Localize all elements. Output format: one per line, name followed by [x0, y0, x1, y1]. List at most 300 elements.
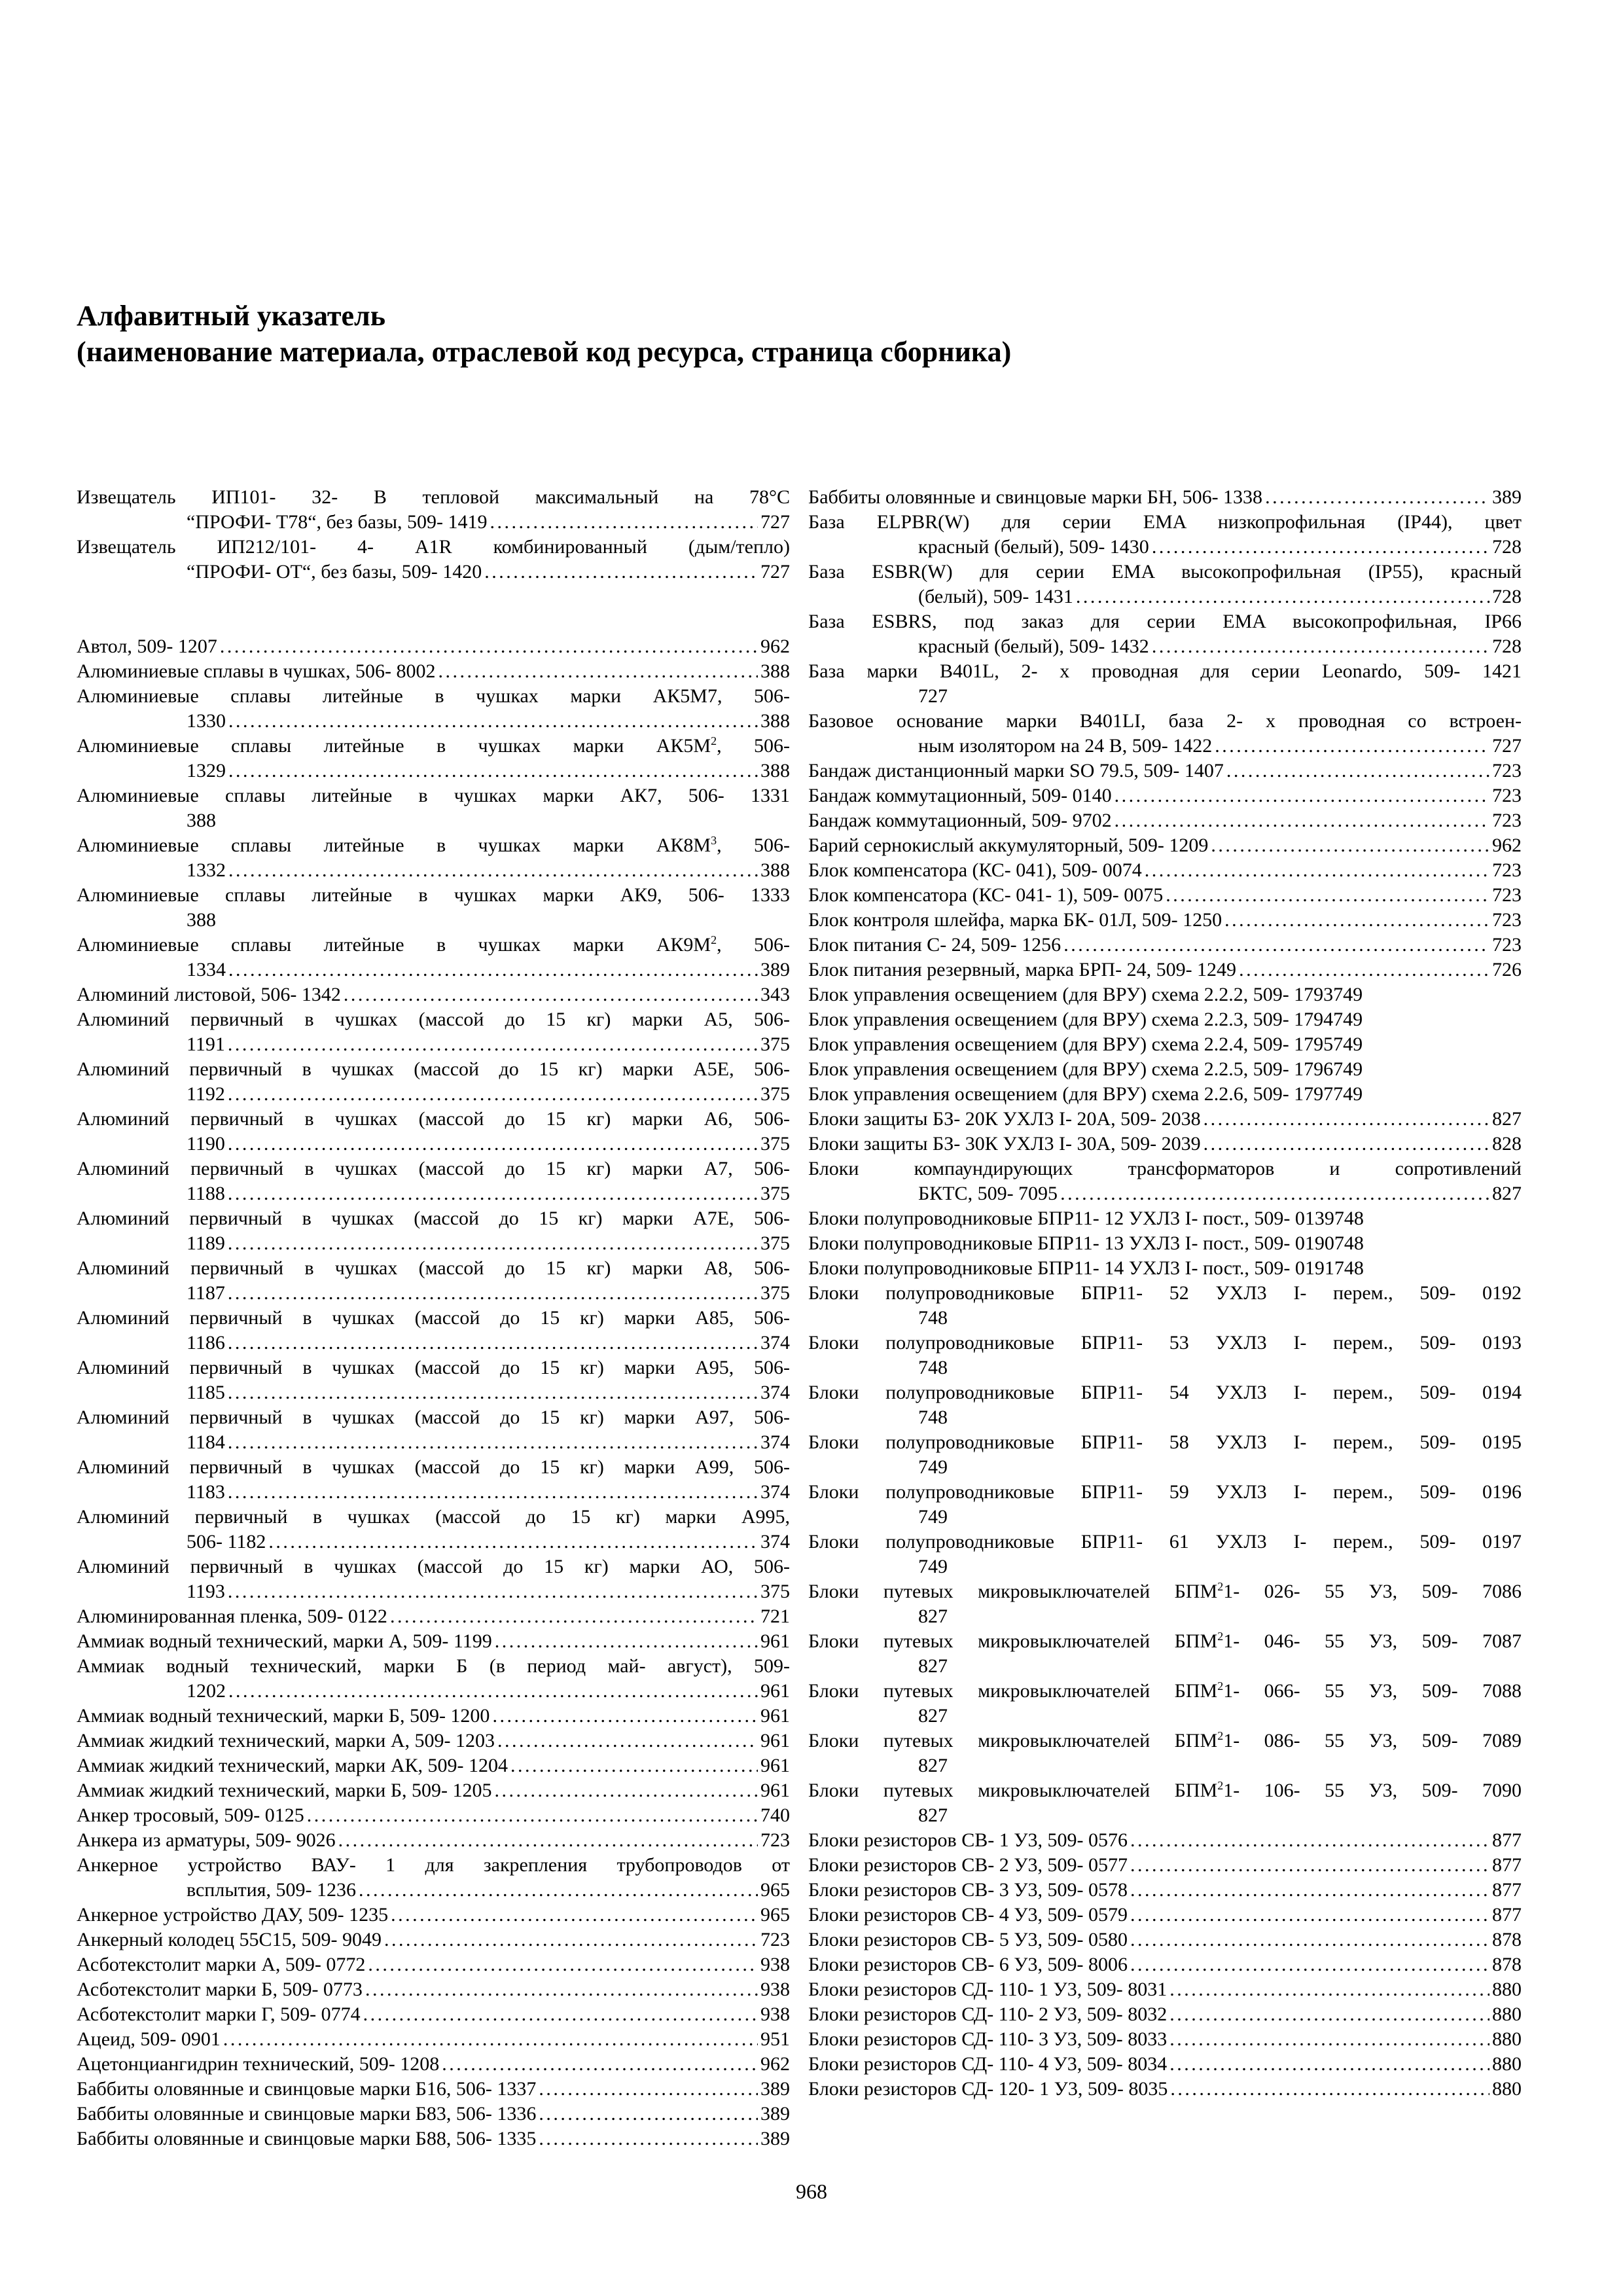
dot-leader — [539, 2077, 758, 2102]
index-entry — [77, 1952, 790, 1977]
dot-leader — [1211, 833, 1489, 858]
index-entry — [77, 2077, 790, 2102]
index-entry-text: Алюминий первичный в чушках (массой до 15 кг) марки А99, 506- — [77, 1456, 790, 1478]
index-entry-line — [77, 858, 790, 883]
index-entry-page: 723 — [1492, 760, 1522, 781]
index-entry-text: 1187 — [187, 1282, 225, 1304]
index-entry — [77, 1977, 790, 2002]
index-entry-line — [808, 1828, 1522, 1853]
index-entry-text: 1188 — [187, 1183, 225, 1204]
index-entry — [808, 1853, 1522, 1878]
index-entry — [808, 908, 1522, 933]
index-entry — [808, 1132, 1522, 1157]
index-entry — [808, 933, 1522, 958]
index-entry-page: 388 — [187, 909, 216, 931]
dot-leader — [228, 759, 758, 783]
dot-leader — [368, 1952, 758, 1977]
index-entry-line — [77, 1430, 790, 1455]
index-entry-page: 375 — [760, 1282, 790, 1304]
index-entry-line — [808, 1903, 1522, 1928]
index-entry-line — [77, 1480, 790, 1505]
dot-leader — [228, 1679, 758, 1704]
index-entry-page: 374 — [760, 1481, 790, 1503]
index-entry-page: 962 — [760, 2053, 790, 2075]
index-entry-text: Блоки резисторов СД- 120- 1 У3, 509- 8035 — [808, 2078, 1168, 2100]
index-entry — [77, 1729, 790, 1753]
index-entry-page: 374 — [760, 1531, 790, 1552]
index-entry-page: 389 — [760, 2128, 790, 2149]
index-entry-line — [77, 1778, 790, 1803]
index-entry-page: 388 — [760, 859, 790, 881]
dot-leader — [1226, 759, 1489, 783]
index-entry — [808, 1828, 1522, 1853]
index-entry-text: Алюминий первичный в чушках (массой до 15 кг) марки А97, 506- — [77, 1407, 790, 1428]
index-entry — [77, 2027, 790, 2052]
index-entry-text: 1184 — [187, 1431, 225, 1453]
index-entry-page: 723 — [1492, 884, 1522, 906]
index-entry-line — [77, 1604, 790, 1629]
index-entry-line — [808, 908, 1522, 933]
dot-leader — [1076, 584, 1489, 609]
index-entry-line — [808, 858, 1522, 883]
index-entry-page: 961 — [760, 1705, 790, 1727]
index-entry-text: Ацетонциангидрин технический, 509- 1208 — [77, 2053, 440, 2075]
index-entry-line — [808, 535, 1522, 560]
index-entry — [808, 883, 1522, 908]
index-entry — [808, 1281, 1522, 1331]
index-entry — [77, 1355, 790, 1405]
index-entry — [808, 1430, 1522, 1480]
index-entry-text: Анкерное устройство ВАУ- 1 для закрепления трубопроводов от — [77, 1854, 790, 1876]
index-entry-page: 727 — [1492, 735, 1522, 757]
index-entry-line — [808, 1853, 1522, 1878]
index-entry-text: 1192 — [187, 1083, 225, 1105]
index-entry-text: Блок питания резервный, марка БРП- 24, 509- 1249 — [808, 959, 1237, 980]
index-entry-page: 827 — [918, 1705, 948, 1727]
dot-leader — [338, 1828, 758, 1853]
index-entry-text: Блоки защиты БЗ- 30К УХЛ3 I- 30А, 509- 2039 — [808, 1133, 1201, 1155]
index-entry-page: 726 — [1492, 959, 1522, 980]
dot-leader — [1115, 783, 1489, 808]
index-entry-text: Блоки путевых микровыключателей БПМ$^2$1- 066- 55 У3, 509- 7088 — [808, 1679, 1522, 1702]
index-entry-text: 1189 — [187, 1232, 225, 1254]
index-entry — [808, 2052, 1522, 2077]
index-entry-text: Алюминиевые сплавы литейные в чушках марки АК5М7, 506- — [77, 685, 790, 707]
dot-leader — [510, 1753, 758, 1778]
index-entry — [808, 1256, 1522, 1281]
index-entry-line — [808, 1928, 1522, 1952]
index-entry — [808, 1057, 1522, 1082]
dot-leader — [223, 2027, 758, 2052]
index-entry-page: 938 — [760, 2003, 790, 2025]
index-entry-page: 961 — [760, 1630, 790, 1652]
index-entry-line — [77, 1082, 790, 1107]
index-entry-text: “ПРОФИ- ОТ“, без базы, 509- 1420 — [187, 561, 482, 583]
index-entry — [808, 958, 1522, 982]
index-entry-text: 1191 — [187, 1033, 225, 1055]
index-entry-page: 749 — [918, 1556, 948, 1577]
index-entry-text: Блоки полупроводниковые БПР11- 59 УХЛ3 I- перем., 509- 0196 — [808, 1481, 1522, 1503]
index-entry-text: Блок управления освещением (для ВРУ) схема 2.2.3, 509- 1794749 — [808, 1009, 1363, 1030]
index-entry-text: Алюминиевые сплавы литейные в чушках марки $АК8М^3$, 506- — [77, 834, 790, 856]
index-entry-text: Блоки путевых микровыключателей БПМ$^2$1- 106- 55 У3, 509- 7090 — [808, 1779, 1522, 1801]
index-entry — [77, 1206, 790, 1256]
index-entry-text: Алюминий первичный в чушках (массой до 15 кг) марки А85, 506- — [77, 1307, 790, 1329]
index-entry — [77, 1828, 790, 1853]
index-entry-text: Блоки полупроводниковые БПР11- 58 УХЛ3 I- перем., 509- 0195 — [808, 1431, 1522, 1453]
dot-leader — [490, 510, 758, 535]
index-entry-text: Алюминий первичный в чушках (массой до 15 кг) марки А8, 506- — [77, 1257, 790, 1279]
index-entry-page: 827 — [918, 1755, 948, 1776]
dot-leader — [1063, 933, 1489, 958]
index-entry-text: Алюминий первичный в чушках (массой до 15 кг) марки А6, 506- — [77, 1108, 790, 1130]
index-entry-page: 828 — [1492, 1133, 1522, 1155]
index-entry-text: Баббиты оловянные и свинцовые марки Б83, 506- 1336 — [77, 2103, 537, 2125]
index-entry-line — [808, 2002, 1522, 2027]
index-entry — [77, 1704, 790, 1729]
index-entry-line — [77, 659, 790, 684]
index-entry-line — [77, 1181, 790, 1206]
dot-leader — [1130, 1903, 1489, 1928]
index-entry-page: 388 — [760, 710, 790, 732]
index-entry-text: 1332 — [187, 859, 226, 881]
dot-leader — [484, 560, 758, 584]
index-entry-text: Асботекстолит марки А, 509- 0772 — [77, 1954, 366, 1975]
index-entry-page: 880 — [1492, 2078, 1522, 2100]
index-entry-text: Анкера из арматуры, 509- 9026 — [77, 1829, 336, 1851]
index-entry — [77, 2002, 790, 2027]
index-entry-line — [808, 933, 1522, 958]
index-entry-line — [808, 1952, 1522, 1977]
dot-leader — [1170, 2077, 1489, 2102]
index-entry-text: Аммиак жидкий технический, марки А, 509- 1203 — [77, 1730, 495, 1751]
index-entry-line — [808, 783, 1522, 808]
index-entry-text: красный (белый), 509- 1430 — [918, 536, 1149, 558]
index-entry-page: 388 — [760, 660, 790, 682]
index-entry-line — [808, 1132, 1522, 1157]
index-entry — [77, 1157, 790, 1206]
index-entry — [808, 1977, 1522, 2002]
index-entry-text: Блок компенсатора (КС- 041- 1), 509- 0075 — [808, 884, 1164, 906]
dot-leader — [307, 1803, 758, 1828]
index-entry-text: Анкерный колодец 55С15, 509- 9049 — [77, 1929, 382, 1950]
index-entry — [77, 734, 790, 783]
index-entry-text: БКТС, 509- 7095 — [918, 1183, 1058, 1204]
index-entry-line — [77, 1629, 790, 1654]
index-entry — [808, 1679, 1522, 1729]
dot-leader — [1204, 1107, 1489, 1132]
dot-leader — [384, 1928, 758, 1952]
index-entry-text: Алюминий первичный в чушках (массой до 15 кг) марки А7, 506- — [77, 1158, 790, 1179]
index-entry-page: 749 — [918, 1456, 948, 1478]
dot-leader — [497, 1729, 758, 1753]
index-entry-text: Ацеид, 509- 0901 — [77, 2028, 221, 2050]
index-entry — [77, 1455, 790, 1505]
index-entry-text: База ELPBR(W) для серии EMA низкопрофильная (IP44), цвет — [808, 511, 1522, 533]
index-entry-line — [77, 1977, 790, 2002]
index-entry-line — [77, 1828, 790, 1853]
index-entry-text: Блоки резисторов СД- 110- 2 У3, 509- 8032 — [808, 2003, 1168, 2025]
index-entry — [808, 759, 1522, 783]
index-entry-page: 962 — [760, 636, 790, 657]
dot-leader — [1166, 883, 1489, 908]
index-entry-line — [77, 1032, 790, 1057]
index-entry-text: 1193 — [187, 1581, 225, 1602]
index-entry-text: Аммиак водный технический, марки Б, 509- 1200 — [77, 1705, 490, 1727]
index-entry-page: 727 — [760, 561, 790, 583]
index-entry-text: Барий сернокислый аккумуляторный, 509- 1209 — [808, 834, 1209, 856]
index-entry-text: Блоки полупроводниковые БПР11- 61 УХЛ3 I- перем., 509- 0197 — [808, 1531, 1522, 1552]
dot-leader — [1060, 1181, 1489, 1206]
index-entry-text: Блоки защиты БЗ- 20К УХЛ3 I- 20А, 509- 2038 — [808, 1108, 1201, 1130]
index-entry-text: Блоки резисторов СД- 110- 4 У3, 509- 8034 — [808, 2053, 1168, 2075]
index-entry — [77, 1405, 790, 1455]
index-entry-page: 723 — [760, 1829, 790, 1851]
index-entry-text: Баббиты оловянные и свинцовые марки Б88, 506- 1335 — [77, 2128, 537, 2149]
dot-leader — [228, 1231, 758, 1256]
index-entry-line — [77, 2077, 790, 2102]
dot-leader — [363, 2002, 758, 2027]
index-entry — [77, 1306, 790, 1355]
index-entry-line — [808, 634, 1522, 659]
dot-leader — [492, 1704, 758, 1729]
index-entry-line — [77, 1281, 790, 1306]
index-entry — [77, 1505, 790, 1554]
index-entry-text: Алюминий первичный в чушках (массой до 15 кг) марки АО, 506- — [77, 1556, 790, 1577]
dot-leader — [1145, 858, 1489, 883]
index-entry-page: 721 — [760, 1605, 790, 1627]
index-entry-line — [77, 1231, 790, 1256]
index-entry-text: Блоки компаундирующих трансформаторов и сопротивлений — [808, 1158, 1522, 1179]
index-entry — [77, 2052, 790, 2077]
index-entry — [808, 1878, 1522, 1903]
index-entry-page: 343 — [760, 984, 790, 1005]
index-entry-page: 374 — [760, 1332, 790, 1354]
index-entry-line — [808, 1107, 1522, 1132]
index-entry-page: 961 — [760, 1780, 790, 1801]
index-entry-text: 1183 — [187, 1481, 225, 1503]
dot-leader — [365, 1977, 758, 2002]
index-entry-line — [808, 734, 1522, 759]
index-entry-text: (белый), 509- 1431 — [918, 586, 1073, 607]
index-entry-page: 880 — [1492, 2003, 1522, 2025]
index-entry-text: Аммиак жидкий технический, марки Б, 509- 1205 — [77, 1780, 492, 1801]
index-entry-line — [77, 759, 790, 783]
index-entry-text: Алюминиевые сплавы литейные в чушках марки АК7, 506- 1331 — [77, 785, 790, 806]
index-entry-line — [77, 1579, 790, 1604]
index-entry-text: База марки B401L, 2- х проводная для серии Leonardo, 509- 1421 — [808, 660, 1522, 682]
dot-leader — [228, 958, 758, 982]
index-entry-page: 961 — [760, 1730, 790, 1751]
dot-leader — [438, 659, 758, 684]
index-entry — [77, 1903, 790, 1928]
dot-leader — [495, 1629, 758, 1654]
index-entry-page: 965 — [760, 1879, 790, 1901]
index-entry-text: Алюминиевые сплавы литейные в чушках марки $АК9М^2$, 506- — [77, 933, 790, 956]
index-entry-text: Блоки резисторов СВ- 2 У3, 509- 0577 — [808, 1854, 1128, 1876]
index-entry-text: Алюминий первичный в чушках (массой до 15 кг) марки А95, 506- — [77, 1357, 790, 1378]
index-entry-line — [77, 1679, 790, 1704]
index-entry — [808, 1380, 1522, 1430]
dot-leader — [228, 709, 758, 734]
index-entry-text: Аммиак водный технический, марки Б (в период май- август), 509- — [77, 1655, 790, 1677]
dot-leader — [228, 858, 758, 883]
index-entry-page: 375 — [760, 1581, 790, 1602]
dot-leader — [268, 1530, 758, 1554]
index-entry-page: 727 — [760, 511, 790, 533]
index-entry-page: 723 — [1492, 934, 1522, 956]
index-entry-text: Алюминированная пленка, 509- 0122 — [77, 1605, 387, 1627]
index-entry-line — [77, 1729, 790, 1753]
page-number: 968 — [796, 2179, 827, 2203]
index-entry-line — [77, 1331, 790, 1355]
index-entry-page: 728 — [1492, 586, 1522, 607]
index-entry-text: Блоки полупроводниковые БПР11- 53 УХЛ3 I- перем., 509- 0193 — [808, 1332, 1522, 1354]
index-entry-page: 880 — [1492, 2028, 1522, 2050]
index-entry-line — [77, 958, 790, 982]
index-entry-text: Блок компенсатора (КС- 041), 509- 0074 — [808, 859, 1142, 881]
index-entry — [808, 1107, 1522, 1132]
index-column-left — [77, 485, 790, 2151]
dot-leader — [359, 1878, 758, 1903]
dot-leader — [1130, 1928, 1489, 1952]
index-entry-page: 389 — [760, 2103, 790, 2125]
index-entry — [808, 833, 1522, 858]
index-entry — [77, 2126, 790, 2151]
index-entry-line — [77, 1903, 790, 1928]
index-entry — [808, 1629, 1522, 1679]
index-entry-line — [808, 1977, 1522, 2002]
index-entry-line — [77, 2102, 790, 2126]
index-entry — [77, 833, 790, 883]
index-entry-text: 1329 — [187, 760, 226, 781]
dot-leader — [228, 1082, 758, 1107]
index-entry-page: 728 — [1492, 636, 1522, 657]
dot-leader — [390, 1604, 758, 1629]
index-entry — [77, 1778, 790, 1803]
index-entry-page: 723 — [1492, 810, 1522, 831]
index-entry-line — [77, 1952, 790, 1977]
index-entry — [808, 1007, 1522, 1032]
index-entry — [808, 1928, 1522, 1952]
dot-leader — [1169, 2027, 1489, 2052]
index-entry — [808, 1231, 1522, 1256]
index-entry-text: Асботекстолит марки Г, 509- 0774 — [77, 2003, 361, 2025]
dot-leader — [1215, 734, 1489, 759]
index-entry-page: 389 — [760, 2078, 790, 2100]
index-entry-text: 1330 — [187, 710, 226, 732]
index-entry-text: Блоки путевых микровыключателей БПМ$^2$1- 046- 55 У3, 509- 7087 — [808, 1630, 1522, 1652]
index-entry — [808, 1032, 1522, 1057]
index-entry-line — [77, 560, 790, 584]
dot-leader — [228, 1181, 758, 1206]
index-entry — [77, 883, 790, 933]
index-entry-line — [77, 1704, 790, 1729]
dot-leader — [1169, 2052, 1489, 2077]
index-entry-text: Блок управления освещением (для ВРУ) схема 2.2.4, 509- 1795749 — [808, 1033, 1363, 1055]
index-entry-page: 877 — [1492, 1879, 1522, 1901]
index-entry-line — [77, 510, 790, 535]
index-entry — [77, 1107, 790, 1157]
index-entry-line — [77, 1878, 790, 1903]
dot-leader — [1152, 535, 1489, 560]
index-entry-text: Блоки полупроводниковые БПР11- 13 УХЛ3 I- пост., 509- 0190748 — [808, 1232, 1364, 1254]
index-entry-page: 375 — [760, 1183, 790, 1204]
index-entry — [77, 1629, 790, 1654]
index-entry-text: База ESBR(W) для серии EMA высокопрофильная (IP55), красный — [808, 561, 1522, 583]
index-entry-text: 1185 — [187, 1382, 225, 1403]
index-entry-page: 748 — [918, 1407, 948, 1428]
index-entry-text: Алюминиевые сплавы в чушках, 506- 8002 — [77, 660, 436, 682]
index-entry-text: Извещатель ИП101- 32- В тепловой максимальный на 78°С — [77, 486, 790, 508]
index-entry-page: 877 — [1492, 1854, 1522, 1876]
index-entry-line — [808, 2027, 1522, 2052]
dot-leader — [228, 1331, 758, 1355]
index-entry-page: 965 — [760, 1904, 790, 1926]
index-entry-page: 728 — [1492, 536, 1522, 558]
index-entry-line — [808, 2052, 1522, 2077]
dot-leader — [228, 1430, 758, 1455]
index-entry-page: 827 — [918, 1655, 948, 1677]
index-entry-line — [77, 1753, 790, 1778]
dot-leader — [1224, 908, 1489, 933]
dot-leader — [495, 1778, 758, 1803]
index-entry-text: Автол, 509- 1207 — [77, 636, 217, 657]
index-entry-text: Бандаж коммутационный, 509- 0140 — [808, 785, 1112, 806]
index-entry — [808, 1729, 1522, 1778]
index-entry — [808, 1530, 1522, 1579]
dot-leader — [1169, 2002, 1489, 2027]
dot-leader — [1115, 808, 1489, 833]
index-entry — [808, 1579, 1522, 1629]
index-entry-line — [808, 759, 1522, 783]
index-entry-line — [77, 2052, 790, 2077]
index-entry-page: 388 — [760, 760, 790, 781]
index-entry-text: Алюминиевые сплавы литейные в чушках марки $АК5М^2$, 506- — [77, 734, 790, 757]
index-entry — [808, 858, 1522, 883]
index-entry-text: Блоки резисторов СВ- 1 У3, 509- 0576 — [808, 1829, 1128, 1851]
index-entry — [808, 1082, 1522, 1107]
index-entry-page: 878 — [1492, 1929, 1522, 1950]
index-entry-text: Блок управления освещением (для ВРУ) схема 2.2.2, 509- 1793749 — [808, 984, 1363, 1005]
index-entry — [77, 783, 790, 833]
index-entry — [77, 982, 790, 1007]
index-entry — [808, 485, 1522, 510]
index-entry — [808, 2027, 1522, 2052]
index-entry — [77, 1853, 790, 1903]
index-entry — [808, 1157, 1522, 1206]
index-entry — [808, 808, 1522, 833]
index-entry — [808, 2002, 1522, 2027]
index-entry-text: Блоки резисторов СВ- 4 У3, 509- 0579 — [808, 1904, 1128, 1926]
index-entry — [77, 1554, 790, 1604]
index-entry — [808, 1952, 1522, 1977]
dot-leader — [228, 1132, 758, 1157]
index-entry-text: Алюминиевые сплавы литейные в чушках марки АК9, 506- 1333 — [77, 884, 790, 906]
index-entry-text: Блок питания С- 24, 509- 1256 — [808, 934, 1061, 956]
index-entry-text: База ESBRS, под заказ для серии EMA высокопрофильная, IP66 — [808, 611, 1522, 632]
index-entry-line — [77, 1928, 790, 1952]
index-entry — [77, 634, 790, 659]
index-entry-text: Базовое основание марки B401LI, база 2- х проводная со встроен- — [808, 710, 1522, 732]
index-entry-text: Блок контроля шлейфа, марка БК- 01Л, 509- 1250 — [808, 909, 1222, 931]
index-entry-line — [77, 634, 790, 659]
index-entry-page: 951 — [760, 2028, 790, 2050]
index-entry — [808, 982, 1522, 1007]
index-entry-text: 1202 — [187, 1680, 226, 1702]
index-entry — [808, 1778, 1522, 1828]
index-entry-page: 375 — [760, 1033, 790, 1055]
